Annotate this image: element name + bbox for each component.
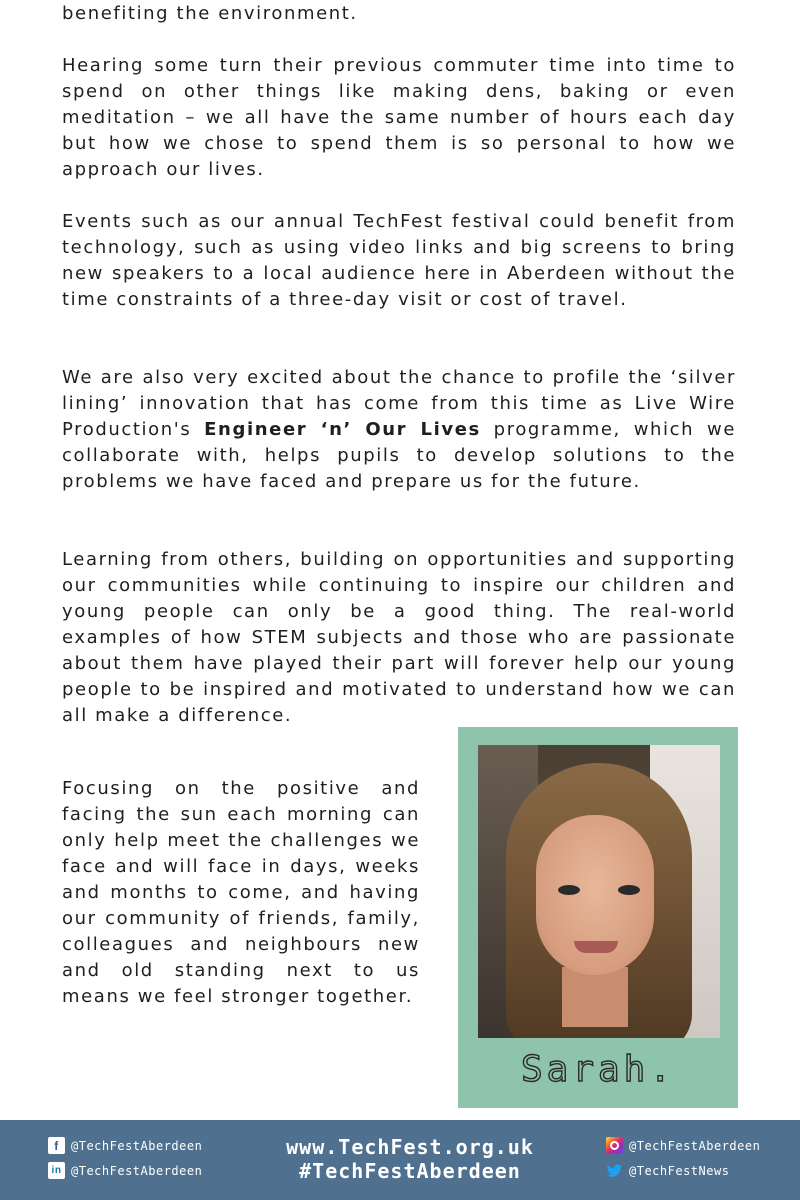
hashtag: #TechFestAberdeen [299,1159,521,1183]
linkedin-icon: in [48,1162,65,1179]
portrait-photo [478,745,720,1038]
twitter-handle: @TechFestNews [629,1163,730,1178]
facebook-handle: @TechFestAberdeen [71,1138,203,1153]
footer [0,1120,800,1200]
paragraph-techfest-events: Events such as our annual TechFest festival could benefit from technology, such as using video links and big screens to bring new speakers to a local audience here in Aberdeen without the time constraints of a three-day visit or cost of travel. [62,211,736,310]
paragraph-silver-lining [62,365,736,495]
linkedin-link[interactable] [48,1162,202,1179]
paragraph-commuter-time: Hearing some turn their previous commuter time into time to spend on other things like making dens, baking or even meditation – we all have the same number of hours each day but how we chose to spend them is so personal to how we approach our lives. [62,55,736,180]
programme-name: Engineer ‘n’ Our Lives [204,419,481,440]
silver-lining-text-end: programme, which we collaborate with, helps pupils to develop solutions to the problems we have faced and prepare us for the future. [62,419,736,492]
facebook-link[interactable] [48,1137,202,1154]
paragraph-learning: Learning from others, building on opportunities and supporting our communities while continuing to inspire our children and young people can only be a good thing. The real-world examples of how STEM subjects and those who are passionate about them have played their part will forever help our young people to be inspired and motivated to understand how we can all make a difference. [62,549,736,726]
facebook-icon: f [48,1137,65,1154]
twitter-link[interactable] [606,1162,729,1179]
instagram-link[interactable] [606,1137,760,1154]
signature: Sarah. [520,1049,676,1090]
paragraph-focusing: Focusing on the positive and facing the sun each morning can only help meet the challenges we face and will face in days, weeks and months to come, and having our community of friends, family, colleagues and neighbours new and old standing next to us means we feel stronger together. [62,778,420,1007]
twitter-icon [606,1162,623,1179]
photo-frame [458,727,738,1108]
instagram-handle: @TechFestAberdeen [629,1138,761,1153]
instagram-icon [606,1137,623,1154]
silver-lining-text-start: We are also very excited about the chance to profile the ‘silver lining’ innovation that has come from this time as Live Wire Production's [62,367,736,440]
website-link[interactable]: www.TechFest.org.uk [286,1135,534,1159]
linkedin-handle: @TechFestAberdeen [71,1163,203,1178]
paragraph-environment: benefiting the environment. [62,3,358,24]
